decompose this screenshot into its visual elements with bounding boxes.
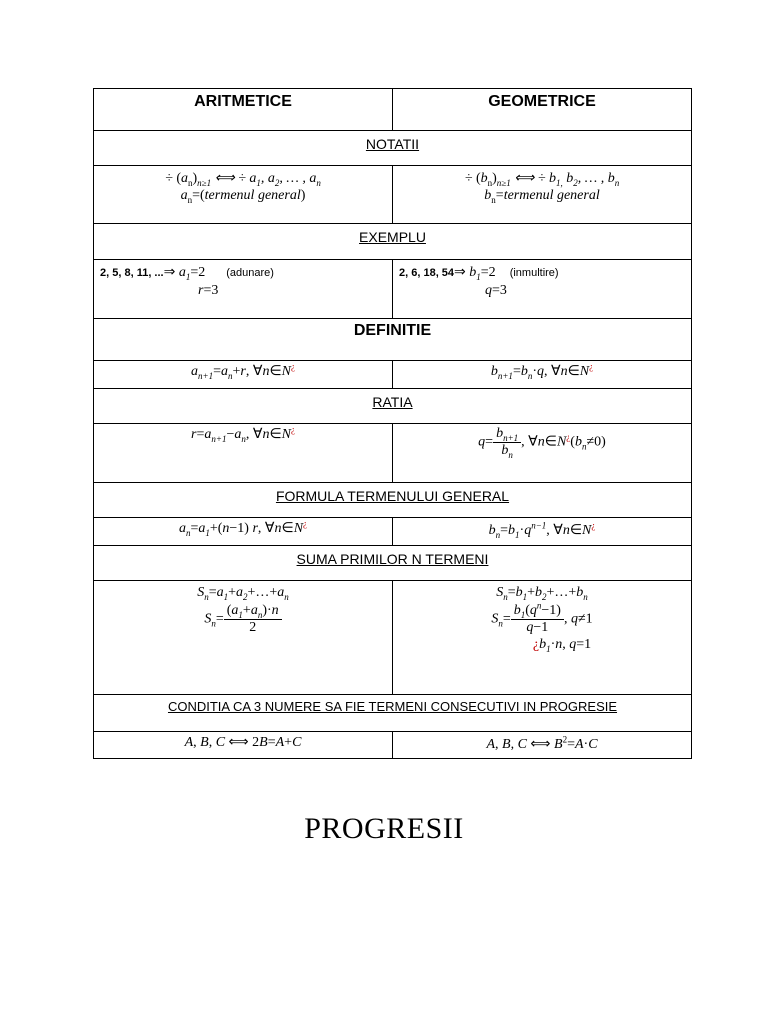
section-exemplu: EXEMPLU bbox=[94, 224, 692, 260]
condition-arithmetic: A, B, C ⟺ 2B=A+C bbox=[94, 732, 393, 759]
notation-left-desc: termenul general bbox=[204, 188, 301, 203]
definition-geometric: $b_{n+1}=b_n\cdot q$, ∀n∈N¿ bbox=[393, 361, 692, 389]
example-left-seq: 2, 5, 8, 11, ... bbox=[100, 267, 164, 279]
condition-geometric: A, B, C ⟺ $B^2=A\cdot C$ bbox=[393, 732, 692, 759]
sum-geometric: $S_n=b_1+b_2+\dots+b_n$ $S_n=$ $\frac{b_1(q^n-1)}{q-1}$ , q≠1 ¿$b_1\cdot n$, q=1 bbox=[393, 581, 692, 695]
example-right-seq: 2, 6, 18, 54 bbox=[399, 267, 455, 279]
section-conditia: CONDITIA CA 3 NUMERE SA FIE TERMENI CONSECUTIVI IN PROGRESIE bbox=[94, 695, 692, 732]
formula-geometric: $b_n=b_1\cdot q^{n-1}$, ∀n∈N¿ bbox=[393, 518, 692, 546]
example-right-note: (inmultire) bbox=[509, 267, 559, 279]
notation-geometric: ÷ $(b_n)_{n\ge 1}$ ⟺ ÷ $b_{1,}$ $b_2$, … , $b_n$ $b_n=termenul$ general bbox=[393, 166, 692, 224]
formula-arithmetic: $a_n=a_1+(n-1)$ r, ∀n∈N¿ bbox=[94, 518, 393, 546]
ratio-geometric: q= $\frac{b_{n+1}}{b_n}$ , $\forall n\in N^¿(b_n\ne 0)$ bbox=[393, 424, 692, 483]
section-notatii: NOTATII bbox=[94, 131, 692, 166]
progressions-table bbox=[93, 88, 692, 759]
section-ratia: RATIA bbox=[94, 389, 692, 424]
section-definitie: DEFINITIE bbox=[94, 319, 692, 361]
example-left-note: (adunare) bbox=[226, 267, 274, 279]
header-geometrice: GEOMETRICE bbox=[393, 89, 692, 131]
header-aritmetice: ARITMETICE bbox=[94, 89, 393, 131]
notation-arithmetic: ÷ $(a_n)_{n\ge 1}$ ⟺ ÷ $a_1$, $a_2$, … , $a_n$ $a_n=(termenul$ general) bbox=[94, 166, 393, 224]
page-title: PROGRESII bbox=[304, 812, 464, 845]
sum-arithmetic: $S_n=a_1+a_2+\dots+a_n$ $S_n=$ $\frac{(a_1+a_n)\cdot n}{2}$ bbox=[94, 581, 393, 695]
notation-right-desc: termenul general bbox=[503, 188, 600, 203]
example-arithmetic: 2, 5, 8, 11, ...⇒ $a_1=2$ (adunare) r=3 bbox=[94, 260, 393, 319]
section-formula: FORMULA TERMENULUI GENERAL bbox=[94, 483, 692, 518]
section-suma: SUMA PRIMILOR N TERMENI bbox=[94, 546, 692, 581]
example-geometric: 2, 6, 18, 54⇒ $b_1=2$ (inmultire) q=3 bbox=[393, 260, 692, 319]
definition-arithmetic: $a_{n+1}=a_n+r$, ∀n∈N¿ bbox=[94, 361, 393, 389]
ratio-arithmetic: $r=a_{n+1}-a_n$, ∀n∈N¿ bbox=[94, 424, 393, 483]
